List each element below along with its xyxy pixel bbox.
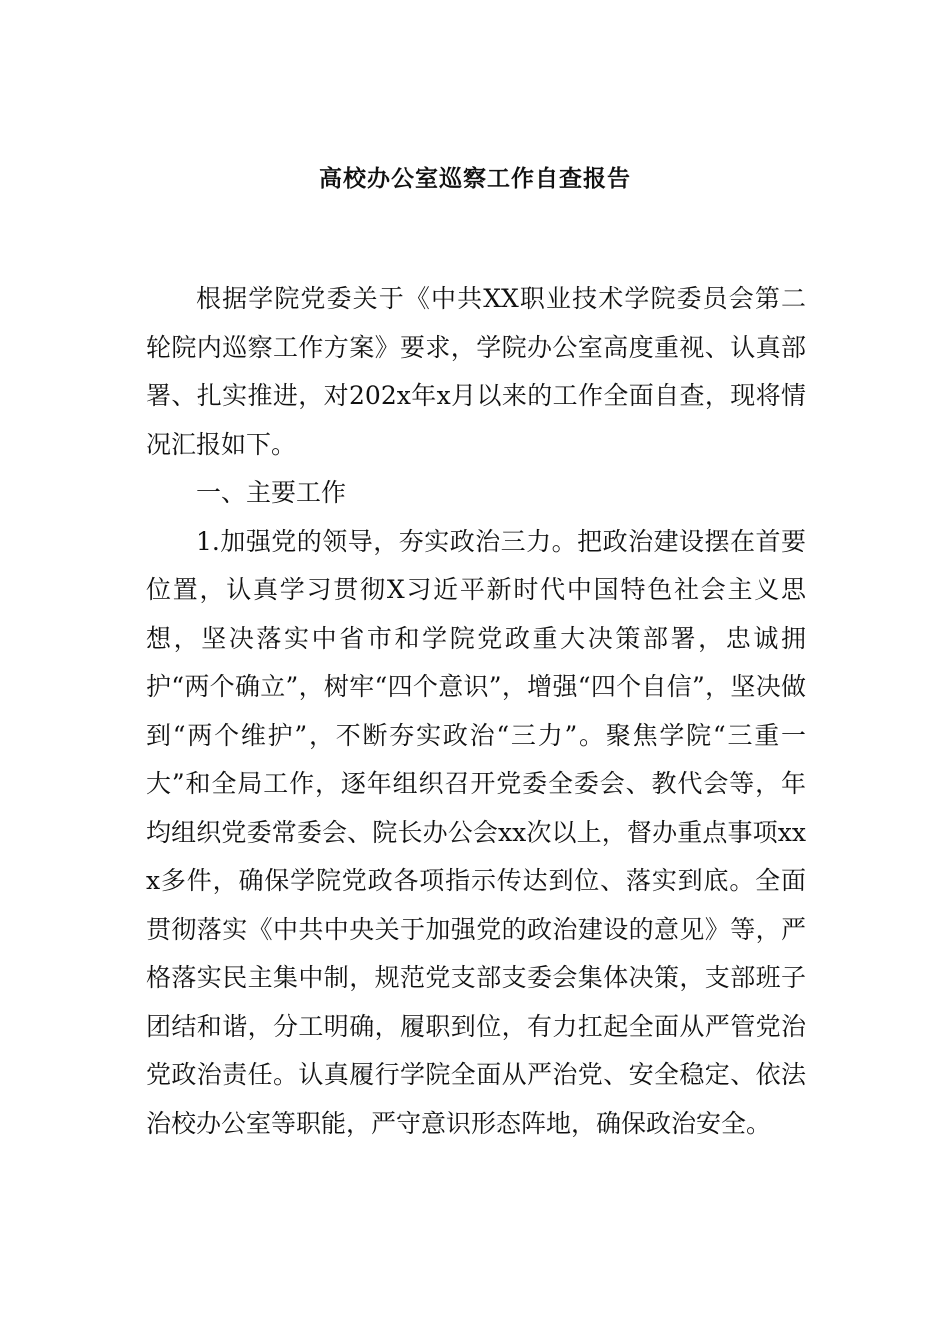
document-body	[146, 275, 806, 1148]
section-heading: 一、主要工作	[196, 478, 347, 507]
document-title: 高校办公室巡察工作自查报告	[319, 165, 631, 192]
item-paragraph: 1.加强党的领导，夯实政治三力。把政治建设摆在首要位置，认真学习贯彻X习近平新时代中国特色社会主义思想，坚决落实中省市和学院党政重大决策部署，忠诚拥护“两个确立”，树牢“四个意识”，增强“四个自信”，坚决做到“两个维护”，不断夯实政治“三力”。聚焦学院“三重一大”和全局工作，逐年组织召开党委全委会、教代会等，年均组织党委常委会、院长办公会xx次以上，督办重点事项xxx多件，确保学院党政各项指示传达到位、落实到底。全面贯彻落实《中共中央关于加强党的政治建设的意见》等，严格落实民主集中制，规范党支部支委会集体决策，支部班子团结和谐，分工明确，履职到位，有力扛起全面从严管党治党政治责任。认真履行学院全面从严治党、安全稳定、依法治校办公室等职能，严守意识形态阵地，确保政治安全。	[146, 526, 806, 1138]
intro-paragraph: 根据学院党委关于《中共XX职业技术学院委员会第二轮院内巡察工作方案》要求，学院办公室高度重视、认真部署、扎实推进，对202x年x月以来的工作全面自查，现将情况汇报如下。	[146, 284, 806, 459]
